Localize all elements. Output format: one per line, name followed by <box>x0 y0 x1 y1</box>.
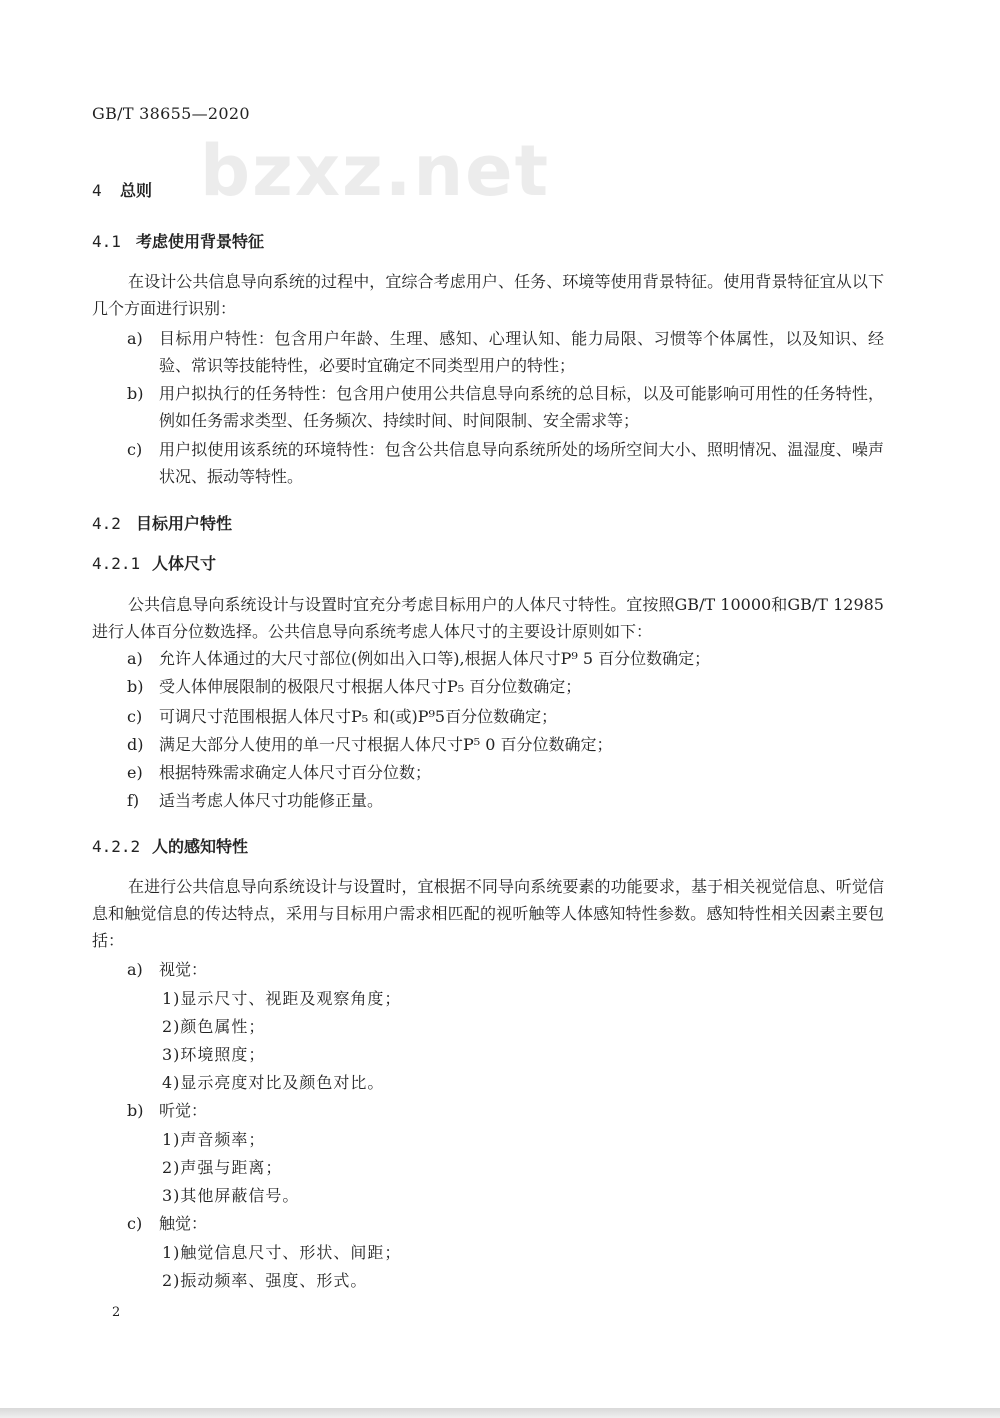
list-text: 根据特殊需求确定人体尺寸百分位数； <box>159 763 432 782</box>
section-4-heading <box>92 178 152 201</box>
list-item <box>127 645 884 672</box>
list-text: 受人体伸展限制的极限尺寸根据人体尺寸P₅ 百分位数确定； <box>159 677 582 696</box>
sub-item: 2)颜色属性； <box>162 1017 266 1036</box>
list-item <box>127 673 884 700</box>
list-item <box>127 703 884 730</box>
section-number: 4.2 <box>92 514 121 533</box>
list-label: b) <box>127 384 144 403</box>
list-label: a) <box>127 329 143 348</box>
list-item <box>127 436 884 490</box>
sub-item: 1)声音频率； <box>162 1130 266 1149</box>
list-label: b) <box>127 677 144 696</box>
list-text: 听觉： <box>159 1101 208 1120</box>
section-number: 4.1 <box>92 232 121 251</box>
list-item <box>127 1210 884 1237</box>
section-number: 4.2.1 <box>92 554 141 573</box>
list-item <box>127 787 884 814</box>
list-text: 满足大部分人使用的单一尺寸根据人体尺寸P⁵ 0 百分位数确定； <box>159 735 613 754</box>
sub-item: 2)声强与距离； <box>162 1158 283 1177</box>
sub-item: 1)触觉信息尺寸、形状、间距； <box>162 1243 402 1262</box>
page-edge <box>0 1408 1000 1418</box>
list-label: c) <box>127 1214 143 1233</box>
watermark: bzxz.net <box>200 130 551 212</box>
list-item <box>127 956 884 983</box>
list-label: b) <box>127 1101 144 1120</box>
list-text: 用户拟使用该系统的环境特性：包含公共信息导向系统所处的场所空间大小、照明情况、温湿度、噪声状况、振动等特性。 <box>159 440 884 486</box>
list-text: 可调尺寸范围根据人体尺寸P₅ 和(或)P⁹5百分位数确定； <box>159 707 558 726</box>
section-title: 总则 <box>120 181 153 200</box>
list-item <box>127 759 884 786</box>
section-4-2-1-paragraph: 公共信息导向系统设计与设置时宜充分考虑目标用户的人体尺寸特性。宜按照GB/T 10000和GB/T 12985进行人体百分位数选择。公共信息导向系统考虑人体尺寸的主要设计原则如下： <box>92 595 884 641</box>
list-label: a) <box>127 649 143 668</box>
section-4-2-2-paragraph: 在进行公共信息导向系统设计与设置时，宜根据不同导向系统要素的功能要求，基于相关视觉信息、听觉信息和触觉信息的传达特点，采用与目标用户需求相匹配的视听触等人体感知特性参数。感知特性相关因素主要包括： <box>92 877 884 950</box>
list-label: f) <box>127 791 140 810</box>
section-4-1-paragraph: 在设计公共信息导向系统的过程中，宜综合考虑用户、任务、环境等使用背景特征。使用背景特征宜从以下几个方面进行识别： <box>92 272 884 318</box>
section-4-2-2-heading <box>92 834 248 857</box>
list-text: 触觉： <box>159 1214 208 1233</box>
list-text: 用户拟执行的任务特性：包含用户使用公共信息导向系统的总目标，以及可能影响可用性的任务特性，例如任务需求类型、任务频次、持续时间、时间限制、安全需求等； <box>159 384 884 430</box>
list-item <box>127 1097 884 1124</box>
sub-item: 3)其他屏蔽信号。 <box>162 1186 300 1205</box>
sub-item: 4)显示亮度对比及颜色对比。 <box>162 1073 385 1092</box>
section-title: 考虑使用背景特征 <box>136 232 265 251</box>
standard-code: GB/T 38655—2020 <box>92 104 250 123</box>
list-label: a) <box>127 960 143 979</box>
list-label: e) <box>127 763 143 782</box>
list-label: c) <box>127 440 143 459</box>
page-number: 2 <box>112 1305 121 1320</box>
sub-item: 1)显示尺寸、视距及观察角度； <box>162 989 402 1008</box>
section-title: 目标用户特性 <box>136 514 233 533</box>
section-title: 人的感知特性 <box>152 837 249 856</box>
sub-item: 3)环境照度； <box>162 1045 266 1064</box>
list-item <box>127 380 884 434</box>
section-number: 4 <box>92 181 102 200</box>
sub-item: 2)振动频率、强度、形式。 <box>162 1271 368 1290</box>
list-item <box>127 325 884 379</box>
list-label: d) <box>127 735 144 754</box>
section-4-1-heading <box>92 229 264 252</box>
section-4-2-heading <box>92 511 232 534</box>
list-label: c) <box>127 707 143 726</box>
section-title: 人体尺寸 <box>152 554 217 573</box>
section-4-2-1-heading <box>92 551 216 574</box>
list-item <box>127 731 884 758</box>
section-number: 4.2.2 <box>92 837 141 856</box>
list-text: 视觉： <box>159 960 208 979</box>
list-text: 允许人体通过的大尺寸部位(例如出入口等),根据人体尺寸P⁹ 5 百分位数确定； <box>159 649 711 668</box>
list-text: 适当考虑人体尺寸功能修正量。 <box>159 791 384 810</box>
list-text: 目标用户特性：包含用户年龄、生理、感知、心理认知、能力局限、习惯等个体属性，以及知识、经验、常识等技能特性，必要时宜确定不同类型用户的特性； <box>159 329 884 375</box>
